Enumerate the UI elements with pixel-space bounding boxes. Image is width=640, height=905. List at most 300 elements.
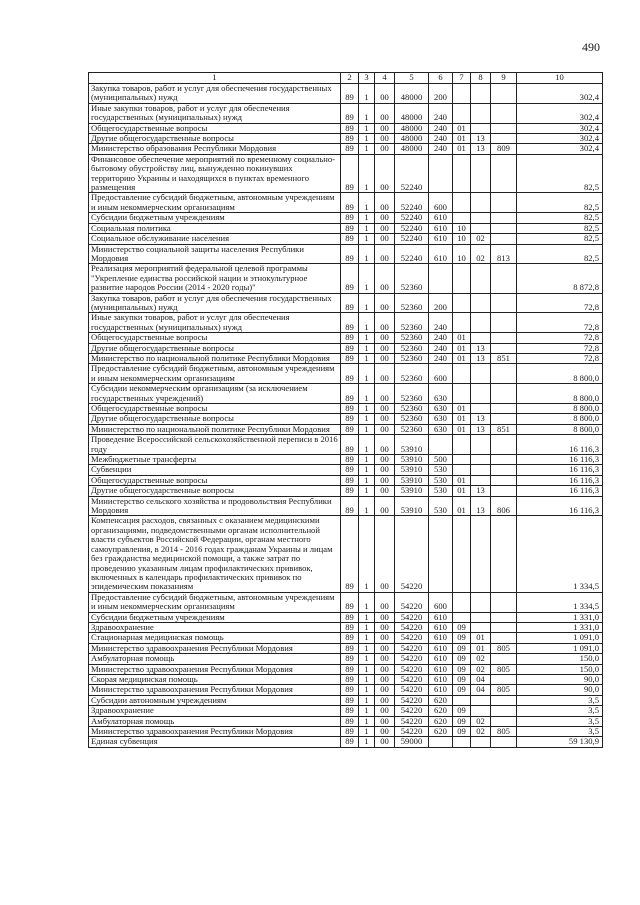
code-cell	[471, 313, 491, 333]
code-cell	[471, 154, 491, 193]
code-cell	[471, 475, 491, 485]
code-cell	[491, 343, 517, 353]
code-cell	[471, 592, 491, 612]
code-cell	[491, 123, 517, 133]
code-cell: 89	[341, 264, 359, 293]
code-cell: 610	[429, 234, 453, 244]
code-cell: 54220	[395, 654, 429, 664]
code-cell	[471, 465, 491, 475]
code-cell: 610	[429, 633, 453, 643]
code-cell: 89	[341, 455, 359, 465]
code-cell: 00	[375, 622, 395, 632]
amount-cell: 1 334,5	[517, 516, 603, 592]
code-cell: 52240	[395, 244, 429, 264]
row-name: Министерство по национальной политике Республики Мордовия	[89, 424, 341, 434]
code-cell: 89	[341, 424, 359, 434]
code-cell: 01	[453, 496, 471, 516]
code-cell: 10	[453, 223, 471, 233]
row-name: Социальное обслуживание населения	[89, 234, 341, 244]
code-cell: 1	[359, 516, 375, 592]
code-cell: 89	[341, 674, 359, 684]
code-cell: 610	[429, 244, 453, 264]
table-row	[89, 293, 603, 313]
row-name: Иные закупки товаров, работ и услуг для обеспечения государственных (муниципальных) нужд	[89, 103, 341, 123]
code-cell: 00	[375, 475, 395, 485]
code-cell: 54220	[395, 727, 429, 737]
code-cell: 89	[341, 244, 359, 264]
code-cell	[491, 193, 517, 213]
code-cell: 13	[471, 486, 491, 496]
code-cell: 00	[375, 685, 395, 695]
code-cell: 53910	[395, 435, 429, 455]
code-cell	[491, 706, 517, 716]
row-name: Стационарная медицинская помощь	[89, 633, 341, 643]
table-row	[89, 737, 603, 747]
code-cell: 01	[453, 134, 471, 144]
code-cell: 54220	[395, 643, 429, 653]
code-cell	[471, 737, 491, 747]
code-cell	[453, 384, 471, 404]
code-cell: 1	[359, 293, 375, 313]
code-cell: 1	[359, 737, 375, 747]
code-cell	[491, 264, 517, 293]
code-cell: 00	[375, 465, 395, 475]
amount-cell: 82,5	[517, 213, 603, 223]
code-cell	[453, 213, 471, 223]
code-cell	[491, 516, 517, 592]
code-cell: 00	[375, 223, 395, 233]
code-cell: 805	[491, 727, 517, 737]
code-cell: 52360	[395, 404, 429, 414]
column-header: 7	[453, 73, 471, 84]
code-cell: 54220	[395, 685, 429, 695]
code-cell: 01	[453, 414, 471, 424]
table-row	[89, 213, 603, 223]
code-cell	[429, 435, 453, 455]
table-body	[89, 84, 603, 748]
budget-table	[88, 72, 603, 748]
code-cell	[453, 103, 471, 123]
code-cell: 00	[375, 716, 395, 726]
code-cell	[453, 293, 471, 313]
row-name: Министерство сельского хозяйства и продовольствия Республики Мордовия	[89, 496, 341, 516]
code-cell: 530	[429, 486, 453, 496]
code-cell: 00	[375, 455, 395, 465]
code-cell: 00	[375, 706, 395, 716]
code-cell: 00	[375, 234, 395, 244]
table-row	[89, 264, 603, 293]
code-cell: 610	[429, 643, 453, 653]
code-cell: 01	[471, 633, 491, 643]
code-cell	[491, 737, 517, 747]
code-cell: 53910	[395, 486, 429, 496]
table-row	[89, 695, 603, 705]
code-cell: 52360	[395, 414, 429, 424]
table-row	[89, 193, 603, 213]
code-cell: 1	[359, 706, 375, 716]
code-cell: 805	[491, 664, 517, 674]
code-cell: 1	[359, 364, 375, 384]
table-row	[89, 475, 603, 485]
code-cell: 1	[359, 435, 375, 455]
code-cell	[471, 84, 491, 104]
code-cell: 54220	[395, 592, 429, 612]
row-name: Субсидии автономным учреждениям	[89, 695, 341, 705]
row-name: Скорая медицинская помощь	[89, 674, 341, 684]
code-cell	[491, 333, 517, 343]
table-row	[89, 134, 603, 144]
code-cell	[491, 364, 517, 384]
code-cell: 1	[359, 612, 375, 622]
code-cell: 240	[429, 313, 453, 333]
row-name: Другие общегосударственные вопросы	[89, 414, 341, 424]
row-name: Амбулаторная помощь	[89, 716, 341, 726]
code-cell: 52240	[395, 154, 429, 193]
code-cell: 00	[375, 384, 395, 404]
code-cell: 00	[375, 486, 395, 496]
code-cell: 52240	[395, 213, 429, 223]
code-cell	[491, 486, 517, 496]
code-cell	[491, 654, 517, 664]
code-cell: 53910	[395, 465, 429, 475]
row-name: Закупка товаров, работ и услуг для обеспечения государственных (муниципальных) нужд	[89, 293, 341, 313]
row-name: Субвенции	[89, 465, 341, 475]
table-row	[89, 424, 603, 434]
row-name: Министерство здравоохранения Республики Мордовия	[89, 643, 341, 653]
code-cell: 48000	[395, 134, 429, 144]
table-row	[89, 343, 603, 353]
code-cell: 89	[341, 612, 359, 622]
code-cell: 52360	[395, 264, 429, 293]
code-cell: 00	[375, 633, 395, 643]
code-cell	[491, 154, 517, 193]
code-cell: 806	[491, 496, 517, 516]
table-row	[89, 465, 603, 475]
code-cell: 620	[429, 727, 453, 737]
code-cell	[471, 333, 491, 343]
header-row	[89, 73, 603, 84]
code-cell: 1	[359, 685, 375, 695]
code-cell: 02	[471, 654, 491, 664]
code-cell	[491, 134, 517, 144]
code-cell: 610	[429, 674, 453, 684]
table-row	[89, 333, 603, 343]
code-cell: 54220	[395, 612, 429, 622]
code-cell: 00	[375, 353, 395, 363]
code-cell: 09	[453, 674, 471, 684]
code-cell: 89	[341, 293, 359, 313]
code-cell: 48000	[395, 103, 429, 123]
table-row	[89, 592, 603, 612]
row-name: Предоставление субсидий бюджетным, автономным учреждениям и иным некоммерческим организациям	[89, 592, 341, 612]
code-cell: 1	[359, 404, 375, 414]
code-cell: 01	[453, 353, 471, 363]
amount-cell: 72,8	[517, 353, 603, 363]
code-cell: 89	[341, 313, 359, 333]
code-cell: 00	[375, 103, 395, 123]
code-cell	[491, 103, 517, 123]
row-name: Общегосударственные вопросы	[89, 333, 341, 343]
code-cell	[491, 695, 517, 705]
table-header	[89, 73, 603, 84]
row-name: Субсидии бюджетным учреждениям	[89, 213, 341, 223]
row-name: Министерство образования Республики Мордовия	[89, 144, 341, 154]
table-row	[89, 716, 603, 726]
code-cell	[491, 84, 517, 104]
code-cell: 1	[359, 313, 375, 333]
code-cell: 02	[471, 727, 491, 737]
code-cell: 89	[341, 435, 359, 455]
code-cell: 89	[341, 716, 359, 726]
code-cell: 54220	[395, 664, 429, 674]
code-cell: 54220	[395, 706, 429, 716]
code-cell	[491, 234, 517, 244]
code-cell: 1	[359, 234, 375, 244]
table-row	[89, 234, 603, 244]
row-name: Финансовое обеспечение мероприятий по временному социально-бытовому обустройству лиц, вынужденно покинувших территорию Украины и находящихся в пунктах временного размещения	[89, 154, 341, 193]
code-cell	[453, 364, 471, 384]
table-row	[89, 414, 603, 424]
code-cell: 52240	[395, 234, 429, 244]
code-cell: 09	[453, 654, 471, 664]
code-cell	[491, 455, 517, 465]
code-cell	[453, 154, 471, 193]
code-cell: 00	[375, 293, 395, 313]
code-cell: 00	[375, 123, 395, 133]
code-cell: 1	[359, 193, 375, 213]
table-row	[89, 364, 603, 384]
code-cell: 00	[375, 737, 395, 747]
amount-cell: 72,8	[517, 293, 603, 313]
code-cell	[453, 264, 471, 293]
code-cell: 89	[341, 123, 359, 133]
row-name: Компенсация расходов, связанных с оказанием медицинскими организациями, подведомственными органам исполнительной власти субъектов Российской Федерации, органам местного самоуправления, в 2014 - 2016 годах гражданам Украины и лицам без гражданства медицинской помощи, а также затрат по проведению указанным лицам профилактических прививок, включенных в календарь профилактических прививок по эпидемическим показаниям	[89, 516, 341, 592]
code-cell: 610	[429, 664, 453, 674]
code-cell: 00	[375, 695, 395, 705]
code-cell: 01	[453, 486, 471, 496]
amount-cell: 82,5	[517, 193, 603, 213]
code-cell	[453, 84, 471, 104]
row-name: Проведение Всероссийской сельскохозяйственной переписи в 2016 году	[89, 435, 341, 455]
table-row	[89, 84, 603, 104]
code-cell: 00	[375, 727, 395, 737]
code-cell	[429, 154, 453, 193]
code-cell: 53910	[395, 475, 429, 485]
code-cell: 1	[359, 384, 375, 404]
code-cell: 01	[453, 123, 471, 133]
code-cell	[491, 293, 517, 313]
code-cell: 630	[429, 384, 453, 404]
code-cell: 851	[491, 424, 517, 434]
code-cell: 52360	[395, 343, 429, 353]
amount-cell: 16 116,3	[517, 455, 603, 465]
code-cell: 240	[429, 134, 453, 144]
code-cell: 09	[453, 706, 471, 716]
amount-cell: 3,5	[517, 716, 603, 726]
amount-cell: 3,5	[517, 706, 603, 716]
row-name: Министерство здравоохранения Республики Мордовия	[89, 685, 341, 695]
code-cell: 52240	[395, 223, 429, 233]
code-cell: 04	[471, 674, 491, 684]
table-row	[89, 384, 603, 404]
code-cell: 805	[491, 643, 517, 653]
table-row	[89, 123, 603, 133]
code-cell: 00	[375, 654, 395, 664]
code-cell: 48000	[395, 84, 429, 104]
row-name: Предоставление субсидий бюджетным, автономным учреждениям и иным некоммерческим организациям	[89, 364, 341, 384]
code-cell	[491, 223, 517, 233]
row-name: Общегосударственные вопросы	[89, 475, 341, 485]
code-cell	[471, 516, 491, 592]
code-cell: 00	[375, 404, 395, 414]
code-cell	[453, 516, 471, 592]
code-cell: 00	[375, 193, 395, 213]
column-header: 4	[375, 73, 395, 84]
row-name: Предоставление субсидий бюджетным, автономным учреждениям и иным некоммерческим организациям	[89, 193, 341, 213]
code-cell: 89	[341, 343, 359, 353]
code-cell: 13	[471, 496, 491, 516]
code-cell	[491, 414, 517, 424]
code-cell: 00	[375, 664, 395, 674]
code-cell: 13	[471, 343, 491, 353]
code-cell: 610	[429, 685, 453, 695]
page-number: 490	[582, 40, 600, 54]
code-cell	[471, 103, 491, 123]
row-name: Министерство по национальной политике Республики Мордовия	[89, 353, 341, 363]
amount-cell: 82,5	[517, 223, 603, 233]
code-cell: 54220	[395, 633, 429, 643]
code-cell: 1	[359, 424, 375, 434]
column-header: 9	[491, 73, 517, 84]
code-cell	[491, 475, 517, 485]
code-cell: 89	[341, 486, 359, 496]
code-cell: 1	[359, 727, 375, 737]
code-cell	[471, 706, 491, 716]
row-name: Реализация мероприятий федеральной целевой программы "Укрепление единства российской нации и этнокультурное развитие народов России (2014 - 2020 годы)"	[89, 264, 341, 293]
row-name: Министерство здравоохранения Республики Мордовия	[89, 664, 341, 674]
code-cell	[453, 435, 471, 455]
table-row	[89, 622, 603, 632]
code-cell: 530	[429, 475, 453, 485]
amount-cell: 302,4	[517, 103, 603, 123]
code-cell: 610	[429, 223, 453, 233]
code-cell	[471, 695, 491, 705]
code-cell: 00	[375, 414, 395, 424]
code-cell: 13	[471, 134, 491, 144]
amount-cell: 1 091,0	[517, 643, 603, 653]
code-cell: 1	[359, 465, 375, 475]
column-header: 10	[517, 73, 603, 84]
amount-cell: 1 091,0	[517, 633, 603, 643]
table-row	[89, 313, 603, 333]
row-name: Здравоохранение	[89, 622, 341, 632]
code-cell	[453, 313, 471, 333]
code-cell: 00	[375, 424, 395, 434]
code-cell	[471, 455, 491, 465]
code-cell: 530	[429, 496, 453, 516]
code-cell: 1	[359, 592, 375, 612]
code-cell: 00	[375, 264, 395, 293]
code-cell: 1	[359, 716, 375, 726]
code-cell: 610	[429, 654, 453, 664]
code-cell: 52240	[395, 193, 429, 213]
code-cell: 59000	[395, 737, 429, 747]
code-cell: 04	[471, 685, 491, 695]
code-cell: 1	[359, 154, 375, 193]
column-header: 6	[429, 73, 453, 84]
column-header: 2	[341, 73, 359, 84]
row-name: Другие общегосударственные вопросы	[89, 343, 341, 353]
code-cell: 809	[491, 144, 517, 154]
code-cell: 1	[359, 496, 375, 516]
code-cell: 1	[359, 333, 375, 343]
amount-cell: 302,4	[517, 144, 603, 154]
code-cell: 1	[359, 486, 375, 496]
amount-cell: 90,0	[517, 674, 603, 684]
code-cell: 02	[471, 664, 491, 674]
column-header: 3	[359, 73, 375, 84]
code-cell: 89	[341, 465, 359, 475]
amount-cell: 1 331,0	[517, 622, 603, 632]
code-cell: 1	[359, 244, 375, 264]
code-cell: 89	[341, 103, 359, 123]
table-row	[89, 612, 603, 622]
code-cell: 89	[341, 654, 359, 664]
code-cell: 89	[341, 727, 359, 737]
code-cell: 00	[375, 144, 395, 154]
code-cell: 1	[359, 343, 375, 353]
code-cell	[453, 465, 471, 475]
row-name: Другие общегосударственные вопросы	[89, 134, 341, 144]
code-cell	[429, 737, 453, 747]
code-cell: 1	[359, 643, 375, 653]
code-cell: 09	[453, 643, 471, 653]
row-name: Общегосударственные вопросы	[89, 404, 341, 414]
code-cell: 1	[359, 475, 375, 485]
code-cell: 1	[359, 123, 375, 133]
code-cell	[471, 612, 491, 622]
code-cell: 200	[429, 293, 453, 313]
code-cell: 1	[359, 144, 375, 154]
code-cell: 02	[471, 244, 491, 264]
amount-cell: 82,5	[517, 244, 603, 264]
code-cell: 89	[341, 384, 359, 404]
code-cell	[491, 384, 517, 404]
code-cell: 52360	[395, 424, 429, 434]
amount-cell: 8 800,0	[517, 384, 603, 404]
code-cell: 09	[453, 664, 471, 674]
table-row	[89, 643, 603, 653]
code-cell: 09	[453, 716, 471, 726]
code-cell: 89	[341, 592, 359, 612]
code-cell: 00	[375, 592, 395, 612]
code-cell: 600	[429, 193, 453, 213]
amount-cell: 82,5	[517, 154, 603, 193]
code-cell: 610	[429, 622, 453, 632]
code-cell: 620	[429, 716, 453, 726]
code-cell	[491, 313, 517, 333]
code-cell: 240	[429, 103, 453, 123]
code-cell: 13	[471, 424, 491, 434]
code-cell	[453, 737, 471, 747]
code-cell: 52360	[395, 364, 429, 384]
code-cell: 240	[429, 333, 453, 343]
code-cell: 240	[429, 353, 453, 363]
code-cell	[471, 193, 491, 213]
table-row	[89, 103, 603, 123]
code-cell: 10	[453, 234, 471, 244]
code-cell	[471, 404, 491, 414]
